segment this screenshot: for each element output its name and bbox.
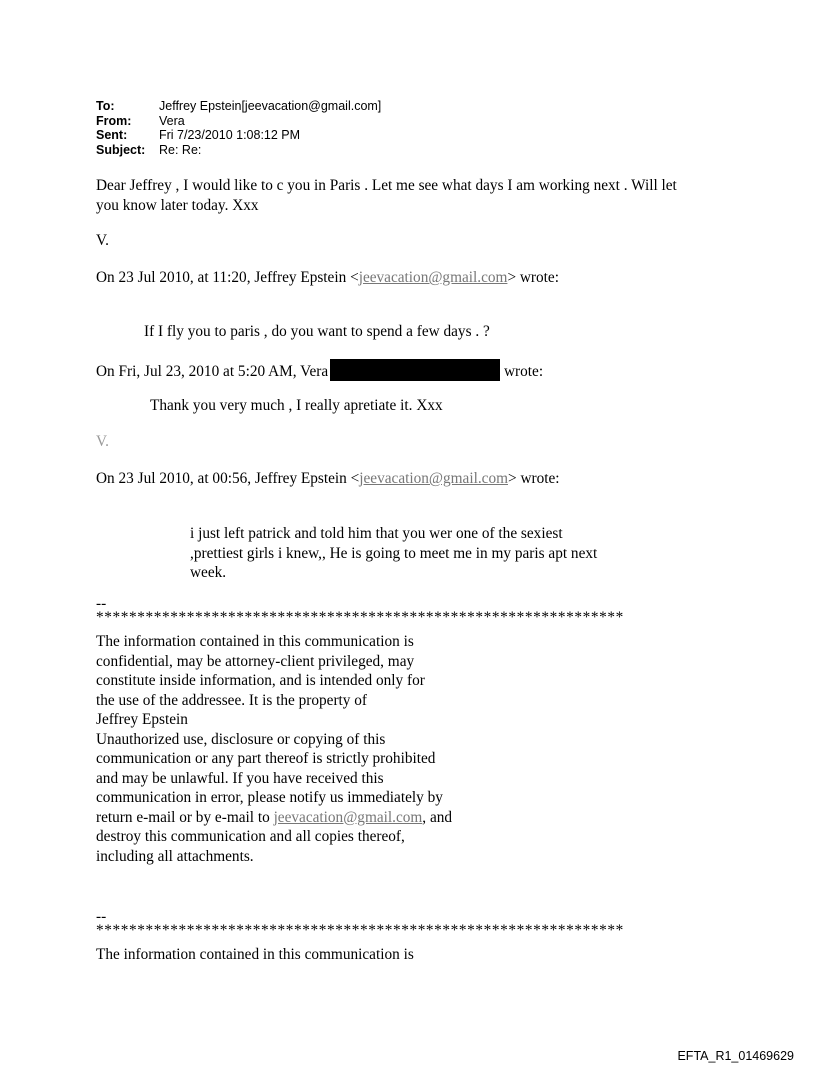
disclaimer-stars: ****************************************************************	[96, 609, 624, 626]
disclaimer-dash: --	[96, 595, 107, 612]
disclaimer-line: confidential, may be attorney-client privileged, may	[96, 652, 415, 670]
disclaimer-email-suffix: , and	[422, 808, 453, 826]
from-label: From:	[96, 113, 132, 128]
disclaimer-2-line-1: The information contained in this communication is	[96, 946, 414, 963]
disclaimer-line: including all attachments.	[96, 847, 254, 865]
message-4-line-2: ,prettiest girls i knew,, He is going to meet me in my paris apt next	[190, 544, 598, 562]
disclaimer-line: The information contained in this communication is	[96, 633, 414, 650]
quote-header-2-suffix: wrote:	[503, 363, 544, 380]
quote-header-3-prefix: On 23 Jul 2010, at 00:56, Jeffrey Epstein <	[96, 470, 360, 487]
message-1-line-2: you know later today. Xxx	[96, 196, 259, 214]
document-id: EFTA_R1_01469629	[677, 1049, 794, 1063]
disclaimer-line-email	[96, 808, 452, 828]
subject-row	[96, 143, 381, 158]
quote-header-1-suffix: > wrote:	[507, 269, 559, 286]
disclaimer-line: constitute inside information, and is intended only for	[96, 672, 425, 689]
disclaimer-line: Jeffrey Epstein	[96, 711, 188, 728]
quote-header-3	[96, 469, 560, 489]
subject-label: Subject:	[96, 142, 146, 157]
quote-header-1-prefix: On 23 Jul 2010, at 11:20, Jeffrey Epstein <	[96, 269, 359, 286]
to-row	[96, 99, 381, 114]
disclaimer-email-link[interactable]: jeevacation@gmail.com	[273, 808, 423, 826]
to-label: To:	[96, 99, 115, 113]
message-1-line-1: Dear Jeffrey , I would like to c you in Paris . Let me see what days I am working next . Will let	[96, 177, 677, 194]
disclaimer-text	[96, 632, 452, 866]
to-value: Jeffrey Epstein[jeevacation@gmail.com]	[159, 99, 382, 113]
message-4-line-1: i just left patrick and told him that you wer one of the sexiest	[190, 525, 563, 542]
quote-header-1	[96, 268, 559, 288]
email-header	[96, 99, 381, 157]
disclaimer-2-dash: --	[96, 908, 107, 925]
disclaimer-email-prefix: return e-mail or by e-mail to	[96, 808, 274, 826]
message-3: Thank you very much , I really apretiate it. Xxx	[150, 397, 443, 414]
disclaimer-line: destroy this communication and all copies thereof,	[96, 828, 405, 845]
redaction-box	[330, 359, 500, 381]
sent-value: Fri 7/23/2010 1:08:12 PM	[159, 128, 301, 143]
quote-header-2	[96, 359, 543, 382]
from-row	[96, 114, 381, 129]
from-value: Vera	[159, 113, 185, 128]
message-1	[96, 176, 677, 215]
quote-header-2-prefix: On Fri, Jul 23, 2010 at 5:20 AM, Vera	[96, 363, 329, 380]
message-4-line-3: week.	[190, 564, 227, 581]
sent-label: Sent:	[96, 128, 128, 143]
message-2: If I fly you to paris , do you want to spend a few days . ?	[144, 323, 490, 340]
disclaimer-line: and may be unlawful. If you have received this	[96, 769, 384, 787]
disclaimer-2-stars: ****************************************************************	[96, 922, 624, 939]
disclaimer-line: Unauthorized use, disclosure or copying of this	[96, 730, 386, 748]
disclaimer-line: communication or any part thereof is strictly prohibited	[96, 750, 436, 767]
message-4	[190, 524, 597, 583]
disclaimer-line: the use of the addressee. It is the property of	[96, 691, 368, 709]
signature-2: V.	[96, 433, 109, 450]
signature-1: V.	[96, 232, 109, 249]
disclaimer-line: communication in error, please notify us immediately by	[96, 789, 443, 806]
quote-header-1-email-link[interactable]: jeevacation@gmail.com	[358, 269, 508, 286]
quote-header-3-email-link[interactable]: jeevacation@gmail.com	[359, 470, 508, 487]
sent-row	[96, 128, 381, 143]
quote-header-3-suffix: > wrote:	[508, 470, 560, 487]
subject-value: Re: Re:	[159, 142, 202, 157]
